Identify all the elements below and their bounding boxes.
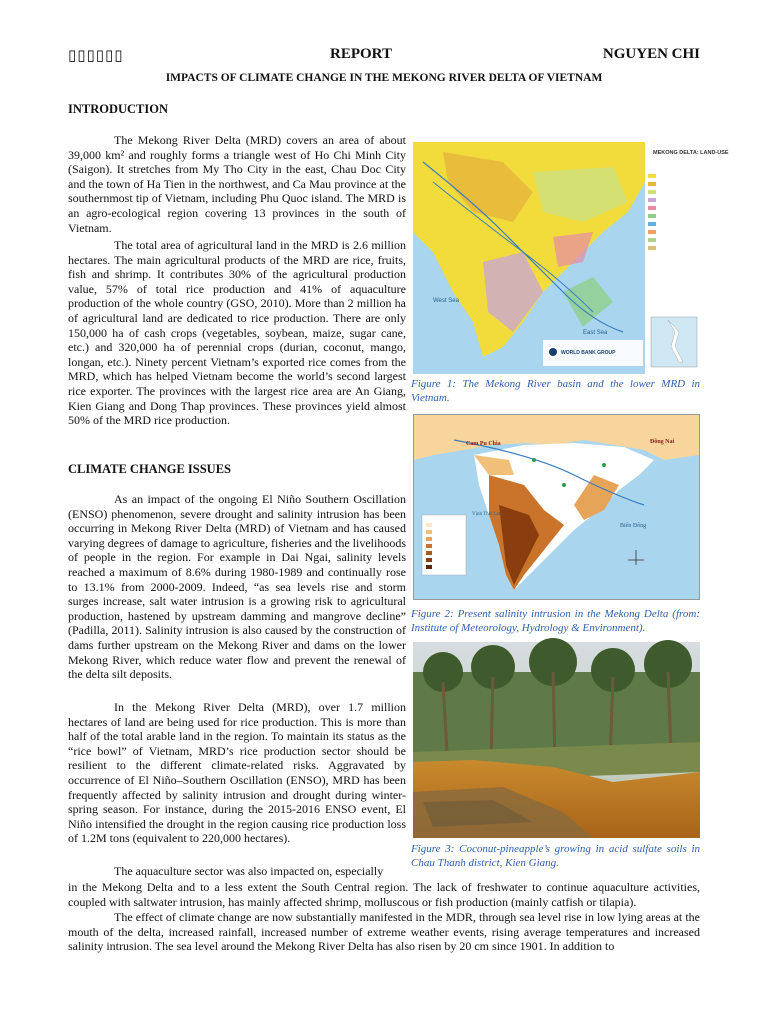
figure-2-salinity-map xyxy=(413,414,700,600)
figure-1-legend-title: MEKONG DELTA: LAND-USE xyxy=(653,150,729,156)
climate-paragraph-2: In the Mekong River Delta (MRD), over 1.7 million hectares of land are being used for rice production. This is more than half of the total arable land in the region. To maintain its status as the “rice bowl” of Vietnam, MRD’s rice production sector should be resilient to the different climate-related risks. Aggravated by occurrence of El Niño–Southern Oscillation (ENSO), MRD has been frequently affected by salinity intrusion and drought during winter-spring season. For instance, during the 2015-2016 ENSO event, El Niño intensified the drought in the region causing rice production loss of 1.2M tons (equivalent to 220,000 hectares). xyxy=(68,700,406,846)
figure-1-world-bank-logo: WORLD BANK GROUP xyxy=(561,350,616,356)
figure-3-caption: Figure 3: Coconut-pineapple’s growing in acid sulfate soils in Chau Thanh district, Kien Giang. xyxy=(411,843,700,869)
header-author: NGUYEN CHI xyxy=(602,46,700,62)
figure-1-logo-icon xyxy=(549,348,557,356)
figure-1-caption: Figure 1: The Mekong River basin and the lower MRD in Vietnam. xyxy=(411,378,700,404)
introduction-heading: INTRODUCTION xyxy=(68,102,169,116)
figure-2-dongnai-label: Đồng Nai xyxy=(650,439,675,445)
figure-1-landuse-map xyxy=(413,142,729,374)
climate-paragraph-3-rest: in the Mekong Delta and to a less extent the South Central region. The lack of freshwater to continue aquaculture activities, coupled with saltwater intrusion, has mainly affected shrimp, molluscous or fish production (mainly catfish or tilapia). xyxy=(68,880,700,909)
figure-2-sea-label: Biển Đông xyxy=(620,523,647,529)
introduction-paragraph-2: The total area of agricultural land in the MRD is 2.6 million hectares. The main agricultural products of the MRD are rice, fruits, fish and shrimp. It contributes 30% of the agricultural production value, 57% of total rice production and 41% of aquaculture production of the whole country (GSO, 2010). More than 2 million ha of agricultural land are dedicated to rice production. There are only 150,000 ha of cash crops (vegetables, soybean, maize, sugar cane, etc.) and 320,000 ha of perennial crops (durian, coconut, mango, longan, etc.). Ninety percent Vietnam’s exported rice comes from the MRD, which has helped Vietnam become the world’s second largest rice exporter. The provinces with the largest rice area are An Giang, Kien Giang and Dong Thap provinces. These provinces yield almost 50% of the MRD rice production. xyxy=(68,238,406,428)
figure-1-west-sea-label: West Sea xyxy=(433,298,459,304)
figure-2-cambodia-label: Cam Pu Chia xyxy=(466,441,501,447)
climate-paragraph-1: As an impact of the ongoing El Niño Southern Oscillation (ENSO) phenomenon, severe drought and salinity intrusion has been occurring in Mekong River Delta (MRD) of Vietnam and has caused varying degrees of damage to agriculture, fisheries and the livelihoods of people in the region. For example in Dai Ngai, salinity levels reached a maximum of 8.6% during 1980-1989 and continually rose to 13.1% from 2000-2009. Indeed, “as sea levels rise and storm surges increase, salt water intrusion is a growing risk to agricultural production, hastened by upstream damming and mangrove decline” (Padilla, 2011). Salinity intrusion is also caused by the construction of dams further upstream on the Mekong River and dams on the lower Mekong River, which reduce water flow and prevent the renewal of the delta silt deposits. xyxy=(68,492,406,682)
climate-paragraph-4: The effect of climate change are now substantially manifested in the MDR, through sea level rise in low lying areas at the mouth of the delta, increased rainfall, increased number of extreme weather events, rising average temperatures and increased salinity intrusion. The sea level around the Mekong River Delta has also risen by 20 cm since 1901. In addition to xyxy=(68,910,700,954)
climate-heading: CLIMATE CHANGE ISSUES xyxy=(68,462,232,476)
figure-3-photo xyxy=(413,642,700,838)
figure-2-gulf-label: Vịnh Thái Lan xyxy=(472,512,502,517)
climate-paragraph-3-start: The aquaculture sector was also impacted on, especially xyxy=(114,864,384,878)
header-left-glyphs: ▯▯▯▯▯▯ xyxy=(68,48,124,64)
introduction-paragraph-1: The Mekong River Delta (MRD) covers an area of about 39,000 km² and roughly forms a triangle west of Ho Chi Minh City (Saigon). It stretches from My Tho City in the east, Chau Doc City and the town of Ha Tien in the northwest, and Ca Mau province at the southernmost tip of Vietnam, including Phu Quoc island. The MRD is an agro-ecological region covering 13 provinces in the south of Vietnam. xyxy=(68,133,406,235)
document-title: IMPACTS OF CLIMATE CHANGE IN THE MEKONG RIVER DELTA OF VIETNAM xyxy=(165,72,603,84)
figure-1-east-sea-label: East Sea xyxy=(583,330,608,336)
figure-2-caption: Figure 2: Present salinity intrusion in the Mekong Delta (from: Institute of Meteorology, Hydrology & Environment). xyxy=(411,608,700,634)
header-report: REPORT xyxy=(330,46,392,62)
